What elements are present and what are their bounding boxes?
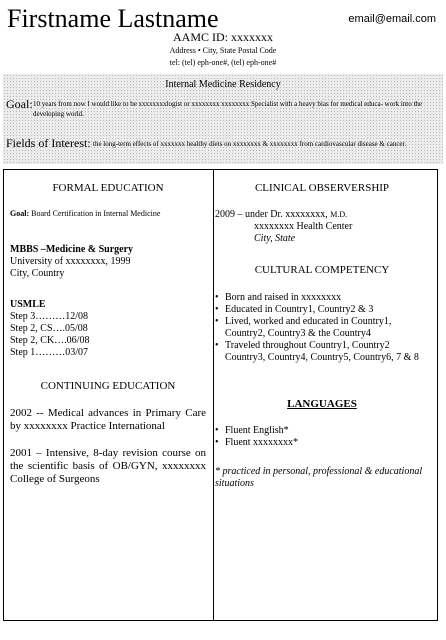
usmle-step-3: Step 3………12/08 — [10, 311, 89, 322]
certification-goal — [10, 209, 206, 219]
goal-label: Goal: — [6, 97, 33, 111]
fields-text: the long-term effects of xxxxxxx healthy diets on xxxxxxxx & xxxxxxxx from cardiovascular disease & cancer. — [93, 140, 407, 148]
list-item: • Traveled throughout Country1, Country2 Country3, Country4, Country5, Country6, 7 & 8 — [215, 340, 429, 364]
fields-label: Fields of Interest: — [6, 136, 91, 150]
clinical-degree: M.D. — [330, 210, 348, 219]
mbbs-block — [10, 244, 206, 280]
usmle-title: USMLE — [10, 299, 46, 310]
list-item: • Born and raised in xxxxxxxx — [215, 292, 429, 304]
goal-text: 10 years from now I would like to be xxxxxxxxlogist or xxxxxxxx xxxxxxxx Specialist with a heavy bias for medical educa- work into the developing world. — [33, 100, 423, 118]
list-item: • Educated in Country1, Country2 & 3 — [215, 304, 429, 316]
certification-goal-label: Goal: — [10, 209, 30, 218]
candidate-name: Firstname Lastname — [7, 4, 219, 33]
continuing-education-item: 2001 – Intensive, 8-day revision course on the scientific basis of OB/GYN, xxxxxxxx College of Surgeons — [10, 447, 206, 485]
list-item: • Lived, worked and educated in Country1, Country2, Country3 & the Country4 — [215, 316, 429, 340]
residency-title: Internal Medicine Residency — [165, 79, 281, 90]
clinical-observership-heading: CLINICAL OBSERVERSHIP — [254, 182, 390, 194]
certification-goal-text: Board Certification in Internal Medicine — [31, 209, 161, 218]
continuing-education-item: 2002 -- Medical advances in Primary Care by xxxxxxxx Practice International — [10, 407, 206, 432]
clinical-doctor: 2009 – under Dr. xxxxxxxx, — [215, 209, 331, 220]
continuing-education-heading: CONTINUING EDUCATION — [40, 380, 176, 392]
usmle-block — [10, 299, 206, 359]
clinical-entry — [215, 209, 429, 245]
languages-list — [215, 425, 429, 449]
cultural-list — [215, 292, 429, 364]
postal-address: Address • City, State Postal Code — [169, 46, 277, 55]
usmle-step-1: Step 1………03/07 — [10, 347, 89, 358]
clinical-line-1 — [215, 209, 429, 221]
formal-education-heading: FORMAL EDUCATION — [52, 182, 164, 194]
column-divider — [213, 170, 214, 620]
clinical-location: City, State — [254, 233, 296, 244]
list-item: • Fluent xxxxxxxx* — [215, 437, 429, 449]
languages-note: * practiced in personal, professional & educational situations — [215, 466, 423, 489]
mbbs-school: University of xxxxxxxx, 1999 — [10, 256, 131, 267]
aamc-id: AAMC ID: xxxxxxx — [172, 30, 273, 44]
languages-heading: LANGUAGES — [287, 398, 357, 410]
email-address: email@email.com — [348, 13, 436, 25]
cultural-competency-heading: CULTURAL COMPETENCY — [254, 264, 390, 276]
usmle-step-2-cs: Step 2, CS….05/08 — [10, 323, 88, 334]
phone-numbers: tel: (tel) eph-one#, (tel) eph-one# — [169, 58, 277, 67]
mbbs-location: City, Country — [10, 268, 65, 279]
list-item: • Fluent English* — [215, 425, 429, 437]
usmle-step-2-ck: Step 2, CK….06/08 — [10, 335, 90, 346]
clinical-center: xxxxxxxx Health Center — [254, 221, 353, 232]
details-box — [3, 169, 438, 621]
mbbs-title: MBBS –Medicine & Surgery — [10, 244, 134, 255]
